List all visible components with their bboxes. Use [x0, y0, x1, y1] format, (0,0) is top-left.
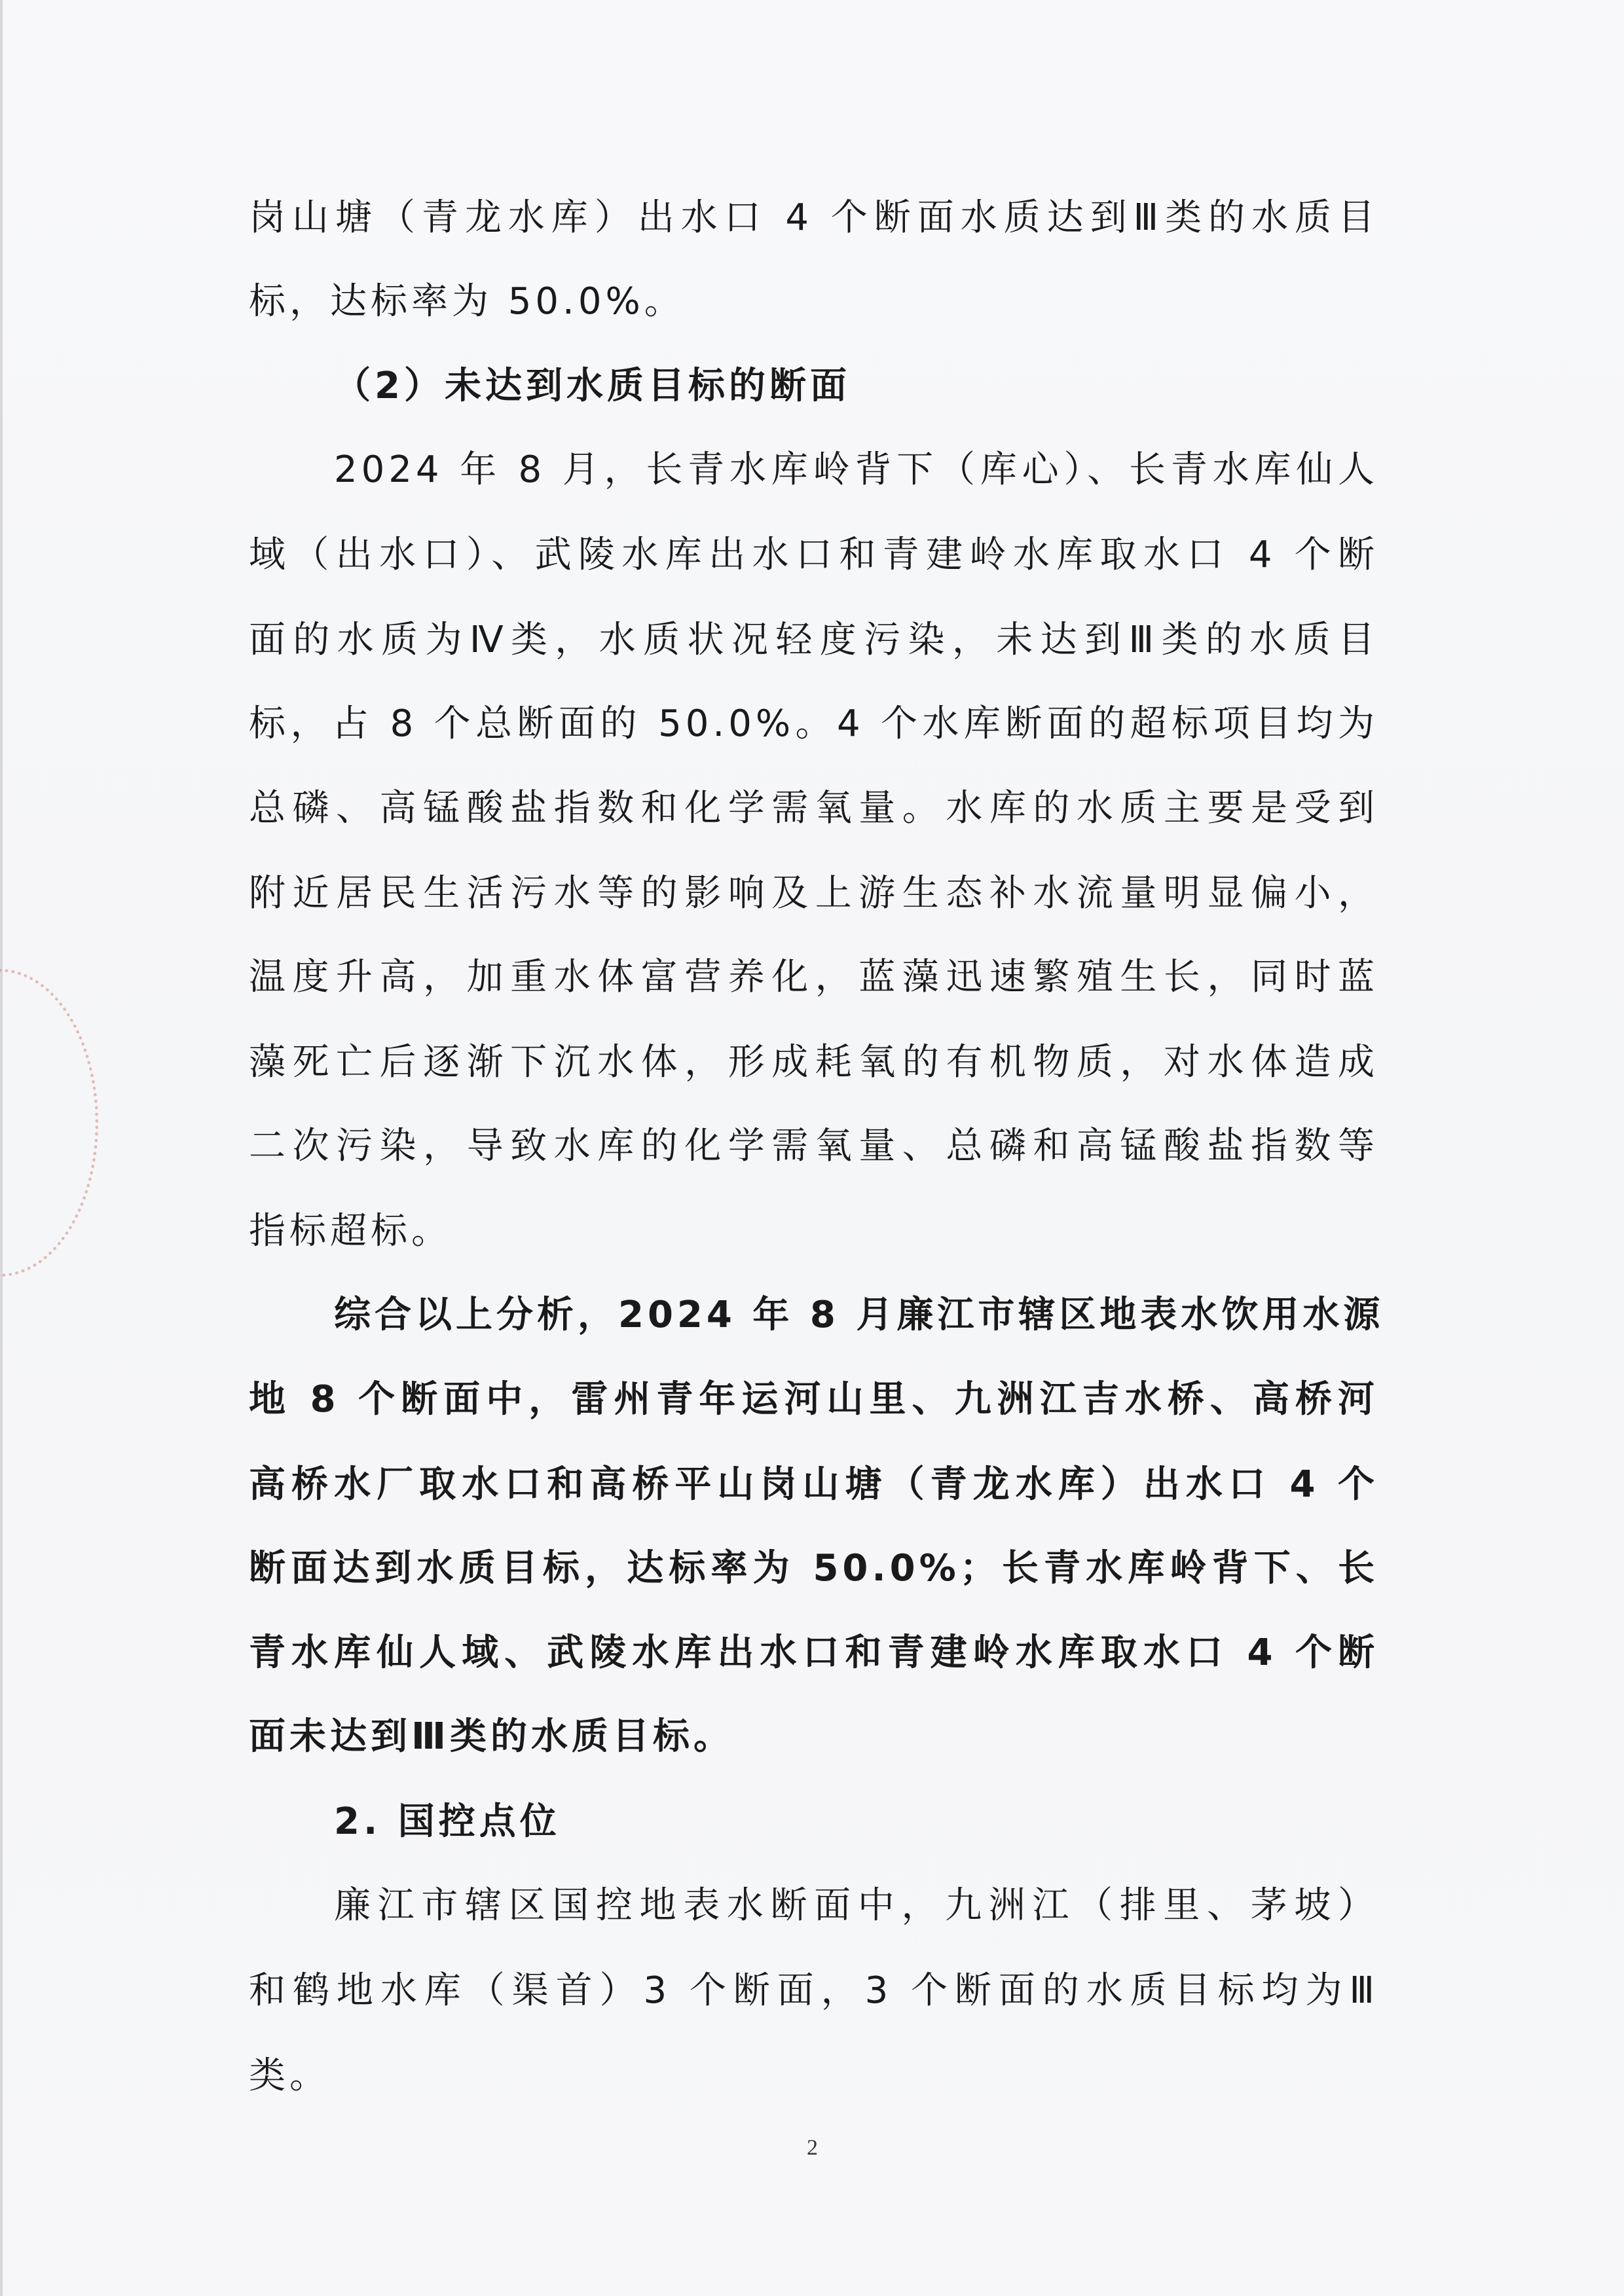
summary-line: 综合以上分析，2024 年 8 月廉江市辖区地表水饮用水源 — [334, 1294, 1384, 1336]
text-line: 岗山塘（青龙水库）出水口 4 个断面水质达到Ⅲ类的水质目 — [249, 196, 1378, 239]
text-line: 总磷、高锰酸盐指数和化学需氧量。水库的水质主要是受到 — [249, 787, 1378, 829]
text-line: 廉江市辖区国控地表水断面中，九洲江（排里、茅坡） — [334, 1884, 1378, 1927]
text-line: 二次污染，导致水库的化学需氧量、总磷和高锰酸盐指数等 — [249, 1125, 1378, 1167]
red-seal-stamp-icon — [0, 969, 98, 1277]
summary-line: 高桥水厂取水口和高桥平山岗山塘（青龙水库）出水口 4 个 — [249, 1463, 1378, 1506]
text-line: 类。 — [249, 2054, 330, 2097]
summary-line: 断面达到水质目标，达标率为 50.0%；长青水库岭背下、长 — [249, 1547, 1378, 1590]
summary-line: 青水库仙人域、武陵水库出水口和青建岭水库取水口 4 个断 — [249, 1631, 1378, 1674]
text-line: 和鹤地水库（渠首）3 个断面，3 个断面的水质目标均为Ⅲ — [249, 1969, 1378, 2012]
section-heading: 2. 国控点位 — [334, 1800, 561, 1843]
page-number: 2 — [807, 2136, 818, 2160]
text-line: 域（出水口）、武陵水库出水口和青建岭水库取水口 4 个断 — [249, 534, 1378, 576]
text-line: 标，占 8 个总断面的 50.0%。4 个水库断面的超标项目均为 — [249, 702, 1378, 745]
text-line: 面的水质为Ⅳ类，水质状况轻度污染，未达到Ⅲ类的水质目 — [249, 619, 1378, 661]
summary-line: 地 8 个断面中，雷州青年运河山里、九洲江吉水桥、高桥河 — [249, 1378, 1378, 1421]
section-heading: （2）未达到水质目标的断面 — [334, 365, 851, 407]
text-line: 藻死亡后逐渐下沉水体，形成耗氧的有机物质，对水体造成 — [249, 1041, 1378, 1084]
text-line: 附近居民生活污水等的影响及上游生态补水流量明显偏小， — [249, 872, 1378, 915]
text-line: 2024 年 8 月，长青水库岭背下（库心）、长青水库仙人 — [334, 448, 1378, 491]
summary-line: 面未达到Ⅲ类的水质目标。 — [249, 1715, 734, 1758]
text-line: 标，达标率为 50.0%。 — [249, 280, 685, 323]
text-line: 温度升高，加重水体富营养化，蓝藻迅速繁殖生长，同时蓝 — [249, 956, 1378, 998]
text-line: 指标超标。 — [249, 1210, 452, 1252]
